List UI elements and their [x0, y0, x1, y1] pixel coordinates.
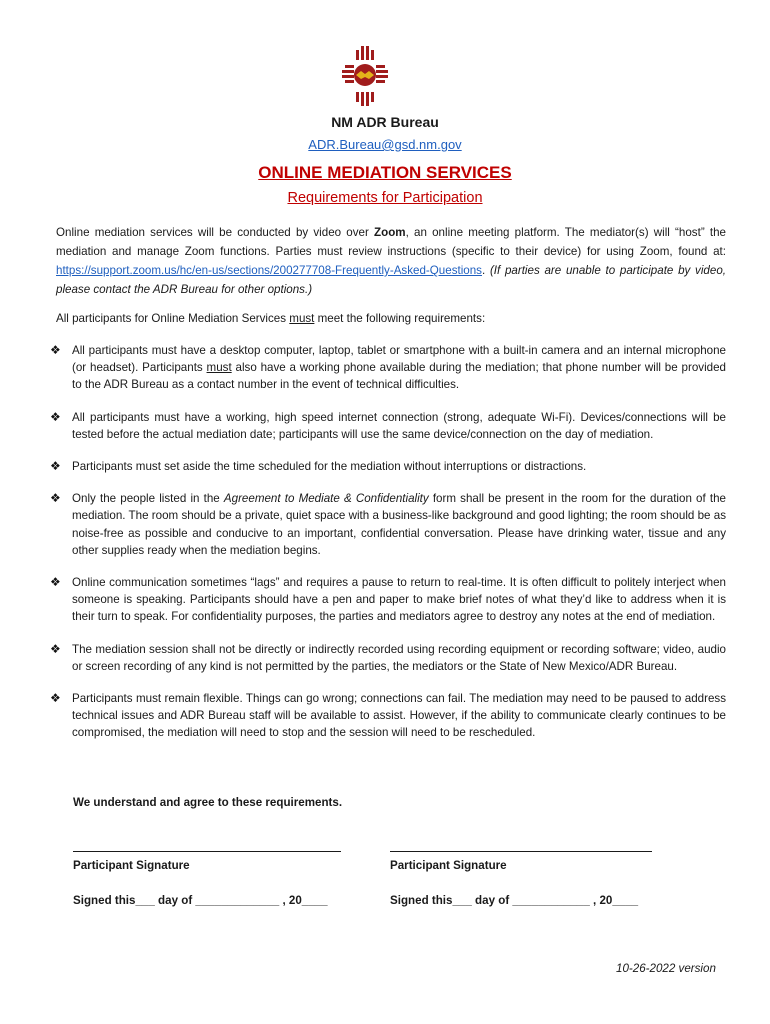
requirements-lead [56, 309, 726, 328]
list-item-text: All participants must have a working, high speed internet connection (strong, adequate Wi-Fi). Devices/connections will be tested before the actual mediation date; participants will use the same device/connection on the day of mediation. [72, 410, 726, 441]
b4-text-1: Only the people listed in the [72, 492, 224, 506]
b4-text-2: form shall be present in the room for the duration of the mediation. The room should be a private, quiet space with a business-like background and good lighting; the room should be as noise-free as possible and conducive to an important, confidential conversation. Please have drinking water, tissue and any other supplies ready when the mediation begins. [72, 492, 726, 557]
list-item [50, 574, 726, 626]
diamond-bullet-icon: ❖ [50, 409, 61, 424]
zia-handshake-logo [340, 44, 390, 108]
left-signed-date[interactable]: Signed this___ day of _____________ , 20____ [73, 894, 328, 907]
intro-text-3: . [481, 264, 490, 277]
intro-zoom: Zoom [374, 226, 406, 239]
b1-text-2: also have a working phone available during the mediation; that phone number will be provided to the ADR Bureau as a contact number in the event of technical difficulties. [72, 361, 726, 392]
diamond-bullet-icon: ❖ [50, 343, 61, 357]
intro-note: (If parties are unable to participate by video, please contact the ADR Bureau for other options.) [56, 264, 726, 296]
diamond-bullet-icon: ❖ [50, 459, 61, 474]
left-signature-label: Participant Signature [73, 859, 190, 872]
list-item-text: Participants must remain flexible. Things can go wrong; connections can fail. The mediation may need to be paused to address technical issues and ADR Bureau staff will be available to assist. However, if the ability to communicate clearly continues to be compromised, the mediation will need to stop and the session will need to be rescheduled. [72, 692, 726, 740]
org-email-link[interactable]: ADR.Bureau@gsd.nm.gov [308, 137, 462, 152]
list-item [50, 490, 726, 559]
b1-must: must [206, 361, 232, 375]
list-item [50, 690, 726, 742]
org-name: NM ADR Bureau [331, 114, 439, 130]
list-item-text: The mediation session shall not be directly or indirectly recorded using recording equipment or recording software; video, audio or screen recording of any kind is not permitted by the parties, the mediators or the State of New Mexico/ADR Bureau. [72, 642, 726, 673]
diamond-bullet-icon: ❖ [50, 641, 61, 656]
list-item [50, 342, 726, 394]
right-signed-date[interactable]: Signed this___ day of ____________ , 20____ [390, 894, 639, 907]
diamond-bullet-icon: ❖ [50, 691, 61, 706]
list-item-text [72, 490, 726, 559]
zoom-faq-link[interactable]: https://support.zoom.us/hc/en-us/sections/200277708-Frequently-Asked-Questions [56, 264, 482, 277]
lead-must: must [289, 312, 315, 325]
b4-agreement-title: Agreement to Mediate & Confidentiality [223, 492, 429, 506]
right-signature-label: Participant Signature [390, 859, 507, 872]
left-signature-line[interactable] [73, 851, 341, 852]
b1-text-1: All participants must have a desktop computer, laptop, tablet or smartphone with a built-in camera and an internal microphone (or headset). Participants [72, 344, 726, 375]
lead-text-1: All participants for Online Mediation Services [56, 312, 290, 325]
agreement-statement: We understand and agree to these requirements. [73, 796, 343, 809]
version-footer: 10-26-2022 version [616, 962, 716, 975]
intro-paragraph [56, 223, 726, 299]
list-item-text: Online communication sometimes “lags” and requires a pause to return to real-time. It is often difficult to politely interject when someone is speaking. Participants should have a pen and paper to make brief notes of what they’d like to address when it is their turn to speak. For confidentiality purposes, the parties and mediators agree to destroy any notes at the end of mediation. [72, 576, 726, 624]
lead-text-2: meet the following requirements: [314, 312, 486, 325]
document-subtitle: Requirements for Participation [287, 190, 483, 206]
list-item [50, 409, 726, 443]
right-signature-line[interactable] [390, 851, 652, 852]
document-title: ONLINE MEDIATION SERVICES [258, 163, 512, 182]
requirements-list [50, 342, 726, 757]
diamond-bullet-icon: ❖ [50, 575, 61, 590]
list-item-text [72, 342, 726, 394]
list-item-text: Participants must set aside the time scheduled for the mediation without interruptions or distractions. [72, 460, 587, 474]
list-item [50, 641, 726, 675]
diamond-bullet-icon: ❖ [50, 491, 61, 506]
intro-text-2: , an online meeting platform. The mediator(s) will “host” the mediation and manage Zoom functions. Parties must review instructions (specific to their device) for using Zoom, found at: [56, 226, 726, 258]
list-item [50, 458, 726, 475]
intro-text-1: Online mediation services will be conducted by video over [56, 226, 375, 239]
